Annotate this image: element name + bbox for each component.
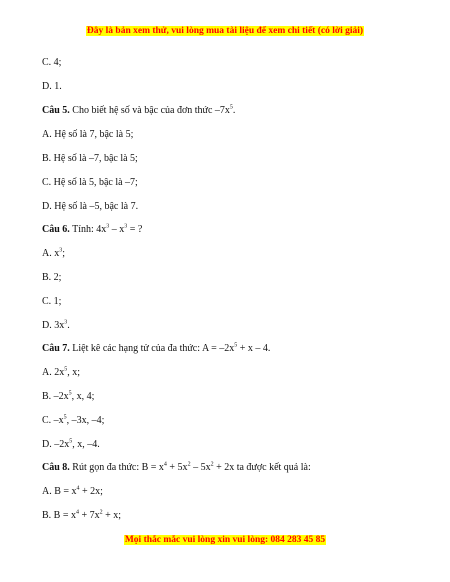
- q7-option-d: D. $-2x^5$, x, –4.: [42, 438, 100, 450]
- q7-option-c: C. $-x^5$, –3x, –4;: [42, 414, 105, 426]
- q5-option-a: A. Hệ số là 7, bậc là 5;: [42, 129, 134, 140]
- question-8-label: Câu 8.: [42, 462, 70, 473]
- question-8: Câu 8. Rút gọn đa thức: $B = x^4 + 5x^2 - 5x^2 + 2x$ ta được kết quả là:: [42, 461, 311, 473]
- option-c-prev: C. 4;: [42, 57, 62, 68]
- q7-option-b: B. $-2x^5$, x, 4;: [42, 390, 95, 402]
- q5-option-b: B. Hệ số là –7, bậc là 5;: [42, 153, 138, 164]
- question-6: Câu 6. Tính: $4x^3 - x^3$ = ?: [42, 223, 143, 235]
- q5-option-d: D. Hệ số là –5, bậc là 7.: [42, 201, 139, 212]
- q6-option-b: B. 2;: [42, 272, 62, 283]
- q6-option-a: A. $x^3$;: [42, 247, 66, 259]
- preview-banner: Đây là bản xem thử, vui lòng mua tài liệu để xem chi tiết (có lời giải): [86, 26, 364, 36]
- question-7: Câu 7. Liệt kê các hạng tử của đa thức: $A = -2x^5 + x - 4$.: [42, 342, 271, 354]
- q6-option-d: D. $3x^3$.: [42, 319, 70, 331]
- q6-option-c: C. 1;: [42, 296, 62, 307]
- contact-banner: Mọi thắc mắc vui lòng xin vui lòng: 084 283 45 85: [124, 535, 326, 545]
- q5-option-c: C. Hệ số là 5, bậc là –7;: [42, 177, 138, 188]
- question-5-label: Câu 5.: [42, 105, 70, 116]
- option-d-prev: D. 1.: [42, 81, 62, 92]
- question-5: Câu 5. Cho biết hệ số và bậc của đơn thức $-7x^5$.: [42, 104, 236, 116]
- q8-option-a: A. $B = x^4 + 2x$;: [42, 485, 103, 497]
- question-7-label: Câu 7.: [42, 343, 70, 354]
- q7-option-a: A. $2x^5$, x;: [42, 366, 81, 378]
- question-6-label: Câu 6.: [42, 224, 70, 235]
- q8-option-b: B. $B = x^4 + 7x^2 + x$;: [42, 509, 122, 521]
